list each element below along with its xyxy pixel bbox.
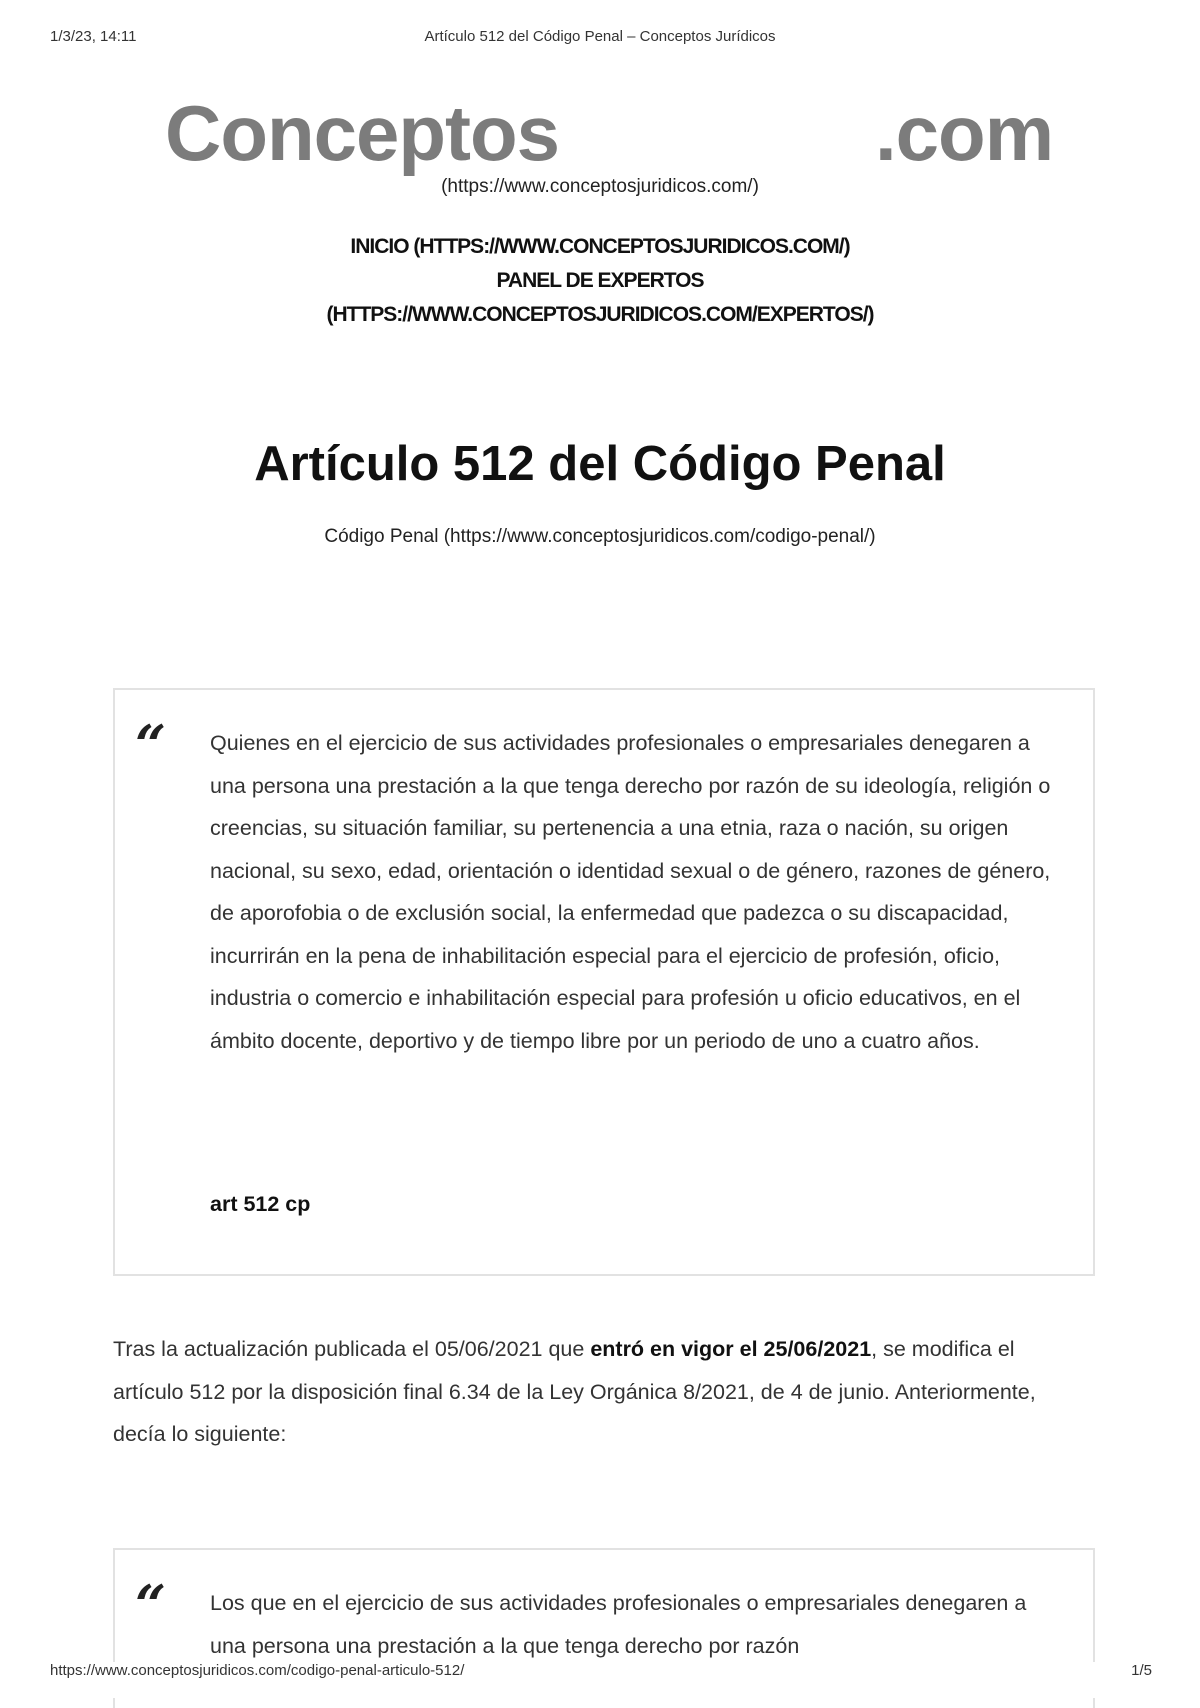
print-page-title: Artículo 512 del Código Penal – Conceptos Jurídicos [424,28,776,45]
update-effective-date: entró en vigor el 25/06/2021 [590,1337,872,1361]
nav-item-panel-expertos[interactable]: PANEL DE EXPERTOS [496,269,704,292]
print-url: https://www.conceptosjuridicos.com/codigo-penal-articulo-512/ [50,1662,465,1679]
main-nav [0,230,1200,332]
print-datetime: 1/3/23, 14:11 [50,28,137,45]
nav-item-inicio[interactable]: INICIO (HTTPS://WWW.CONCEPTOSJURIDICOS.COM/) [350,235,850,258]
logo-link[interactable]: (https://www.conceptosjuridicos.com/) [441,176,759,197]
previous-article-text: Los que en el ejercicio de sus actividades profesionales o empresariales denegaren a una persona una prestación a la que tenga derecho por razón [210,1591,1027,1658]
update-rest: , se modifica el artículo 512 por la disposición final 6.34 de la Ley Orgánica 8/2021, de 4 de junio. Anteriormente, decía lo siguiente: [113,1337,1036,1446]
current-article-quote [113,688,1095,1276]
update-paragraph [113,1328,1073,1456]
quote-icon: “ [135,1573,167,1637]
quote-icon: “ [135,713,167,777]
category-link[interactable]: Código Penal (https://www.conceptosjuridicos.com/codigo-penal/) [324,526,876,547]
logo-word-right: .com [875,89,1054,177]
nav-item-panel-expertos-url[interactable]: (HTTPS://WWW.CONCEPTOSJURIDICOS.COM/EXPERTOS/) [326,303,874,326]
update-intro: Tras la actualización publicada el 05/06/2021 que [113,1337,591,1361]
article-title: Artículo 512 del Código Penal [254,437,946,491]
logo-word-left: Conceptos [165,89,560,177]
site-logo[interactable] [0,88,1200,178]
print-footer [0,1662,1200,1698]
article-citation: art 512 cp [210,1192,311,1216]
article-text: Quienes en el ejercicio de sus actividades profesionales o empresariales denegaren a una persona una prestación a la que tenga derecho por razón de su ideología, religión o creencias, su situación familiar, su pertenencia a una etnia, raza o nación, su origen nacional, su sexo, edad, orientación o identidad sexual o de género, razones de género, de aporofobia o de exclusión social, la enfermedad que padezca o su discapacidad, incurrirán en la pena de inhabilitación especial para el ejercicio de profesión, oficio, industria o comercio e inhabilitación especial para profesión u oficio educativos, en el ámbito docente, deportivo y de tiempo libre por un periodo de uno a cuatro años. [210,731,1051,1053]
print-page-number: 1/5 [1131,1662,1152,1679]
